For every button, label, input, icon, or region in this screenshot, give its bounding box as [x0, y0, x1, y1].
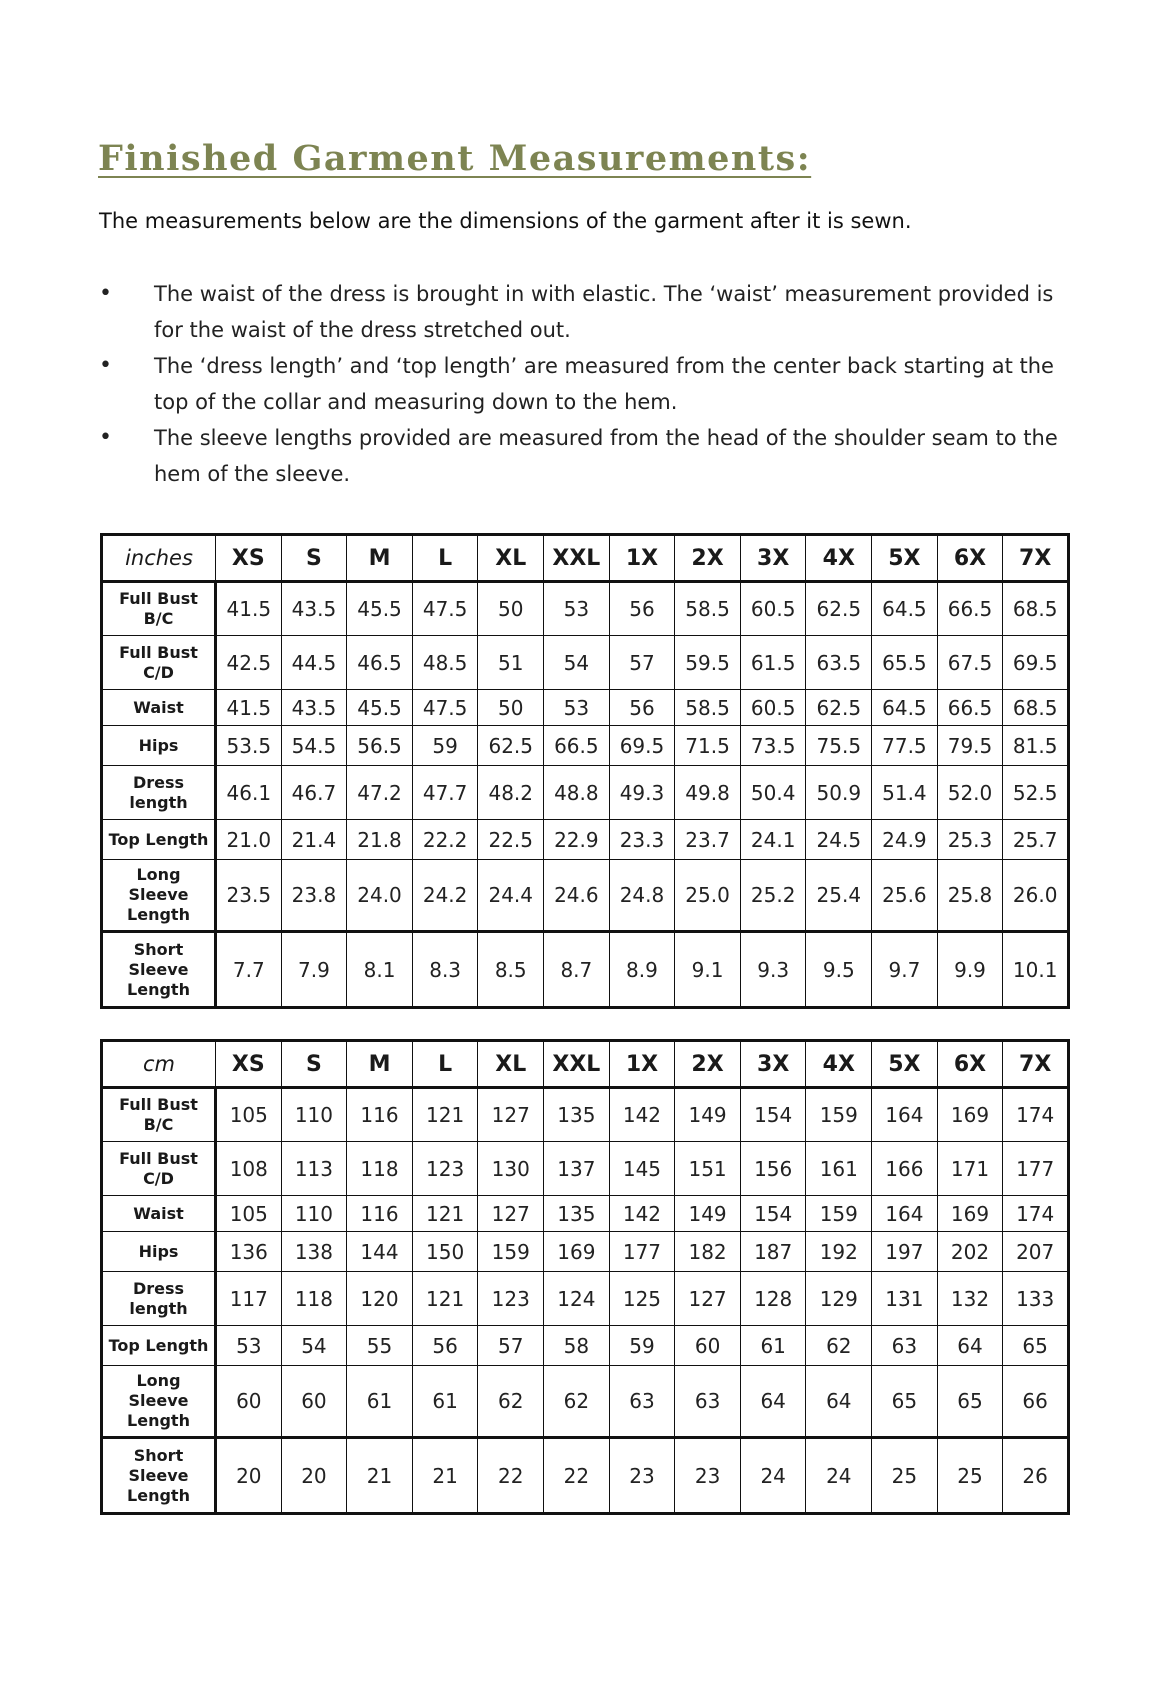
measurement-cell: 56	[609, 690, 675, 726]
measurement-cell: 47.7	[412, 766, 478, 820]
size-header: 5X	[872, 1041, 938, 1088]
measurement-cell: 64.5	[872, 582, 938, 636]
row-label: Short Sleeve Length	[102, 932, 216, 1008]
measurement-cell: 127	[478, 1196, 544, 1232]
measurement-cell: 75.5	[806, 726, 872, 766]
size-header: S	[281, 1041, 347, 1088]
measurement-cell: 24.4	[478, 860, 544, 932]
table-row	[102, 932, 1069, 1008]
measurement-cell: 62	[544, 1366, 610, 1438]
measurement-cell: 45.5	[347, 690, 413, 726]
measurement-cell: 9.5	[806, 932, 872, 1008]
measurement-cell: 64	[937, 1326, 1003, 1366]
measurement-cell: 24.8	[609, 860, 675, 932]
measurement-cell: 130	[478, 1142, 544, 1196]
note-text: The waist of the dress is brought in with elastic. The ‘waist’ measurement provided is for the waist of the dress stretched out.	[154, 282, 1054, 342]
size-header: 2X	[675, 1041, 741, 1088]
measurement-cell: 61	[347, 1366, 413, 1438]
measurement-cell: 56	[412, 1326, 478, 1366]
row-label: Full Bust C/D	[102, 636, 216, 690]
measurement-cell: 202	[937, 1232, 1003, 1272]
measurement-cell: 65.5	[872, 636, 938, 690]
measurement-cell: 22	[478, 1438, 544, 1514]
measurement-cell: 156	[740, 1142, 806, 1196]
list-item	[99, 420, 1079, 492]
measurement-cell: 48.5	[412, 636, 478, 690]
table-row	[102, 766, 1069, 820]
measurement-cell: 25.2	[740, 860, 806, 932]
measurement-cell: 24.0	[347, 860, 413, 932]
measurement-cell: 65	[937, 1366, 1003, 1438]
row-label: Long Sleeve Length	[102, 860, 216, 932]
measurement-cell: 10.1	[1003, 932, 1069, 1008]
size-header: L	[412, 1041, 478, 1088]
measurement-cell: 142	[609, 1196, 675, 1232]
table-row	[102, 820, 1069, 860]
measurement-cell: 73.5	[740, 726, 806, 766]
measurement-cell: 54	[544, 636, 610, 690]
measurement-cell: 169	[544, 1232, 610, 1272]
size-header: XS	[216, 1041, 282, 1088]
size-header: M	[347, 535, 413, 582]
measurement-cell: 21	[412, 1438, 478, 1514]
table-header-row	[102, 1041, 1069, 1088]
measurement-cell: 22	[544, 1438, 610, 1514]
measurement-cell: 123	[478, 1272, 544, 1326]
measurement-cell: 49.3	[609, 766, 675, 820]
size-header: 7X	[1003, 535, 1069, 582]
measurement-cell: 54.5	[281, 726, 347, 766]
measurement-cell: 64	[740, 1366, 806, 1438]
measurement-cell: 150	[412, 1232, 478, 1272]
size-header: 1X	[609, 1041, 675, 1088]
row-label: Top Length	[102, 1326, 216, 1366]
measurement-cell: 51.4	[872, 766, 938, 820]
measurement-cell: 46.5	[347, 636, 413, 690]
measurement-cell: 24.5	[806, 820, 872, 860]
measurement-cell: 20	[216, 1438, 282, 1514]
cm-size-table	[100, 1039, 1070, 1515]
measurement-cell: 59	[412, 726, 478, 766]
measurement-cell: 81.5	[1003, 726, 1069, 766]
measurement-cell: 49.8	[675, 766, 741, 820]
measurement-cell: 197	[872, 1232, 938, 1272]
measurement-cell: 24.9	[872, 820, 938, 860]
measurement-cell: 79.5	[937, 726, 1003, 766]
measurement-cell: 47.5	[412, 582, 478, 636]
size-header: 4X	[806, 535, 872, 582]
size-header: XL	[478, 535, 544, 582]
measurement-cell: 69.5	[609, 726, 675, 766]
measurement-cell: 25.6	[872, 860, 938, 932]
measurement-cell: 25.3	[937, 820, 1003, 860]
measurement-cell: 62	[478, 1366, 544, 1438]
row-label: Hips	[102, 1232, 216, 1272]
measurement-cell: 24.6	[544, 860, 610, 932]
measurement-cell: 108	[216, 1142, 282, 1196]
table-header-row	[102, 535, 1069, 582]
measurement-cell: 62.5	[806, 582, 872, 636]
row-label: Full Bust B/C	[102, 1088, 216, 1142]
measurement-cell: 57	[478, 1326, 544, 1366]
row-label: Waist	[102, 1196, 216, 1232]
measurement-cell: 48.8	[544, 766, 610, 820]
measurement-cell: 41.5	[216, 690, 282, 726]
measurement-cell: 8.5	[478, 932, 544, 1008]
measurement-cell: 50.9	[806, 766, 872, 820]
measurement-cell: 69.5	[1003, 636, 1069, 690]
size-header: L	[412, 535, 478, 582]
measurement-cell: 164	[872, 1088, 938, 1142]
measurement-cell: 66	[1003, 1366, 1069, 1438]
measurement-cell: 137	[544, 1142, 610, 1196]
size-header: XXL	[544, 535, 610, 582]
measurement-cell: 132	[937, 1272, 1003, 1326]
measurement-cell: 121	[412, 1196, 478, 1232]
measurement-cell: 62.5	[478, 726, 544, 766]
measurement-cell: 117	[216, 1272, 282, 1326]
bullet: •	[99, 353, 112, 378]
page-title: Finished Garment Measurements:	[98, 138, 812, 179]
measurement-cell: 149	[675, 1196, 741, 1232]
measurement-cell: 9.3	[740, 932, 806, 1008]
measurement-cell: 169	[937, 1088, 1003, 1142]
measurement-cell: 154	[740, 1196, 806, 1232]
measurement-cell: 8.1	[347, 932, 413, 1008]
measurement-cell: 166	[872, 1142, 938, 1196]
measurement-cell: 151	[675, 1142, 741, 1196]
row-label: Full Bust C/D	[102, 1142, 216, 1196]
measurement-cell: 145	[609, 1142, 675, 1196]
measurement-cell: 116	[347, 1196, 413, 1232]
table-row	[102, 636, 1069, 690]
measurement-cell: 127	[675, 1272, 741, 1326]
measurement-cell: 50	[478, 582, 544, 636]
measurement-cell: 51	[478, 636, 544, 690]
measurement-cell: 50	[478, 690, 544, 726]
measurement-cell: 171	[937, 1142, 1003, 1196]
measurement-cell: 25	[872, 1438, 938, 1514]
measurement-cell: 169	[937, 1196, 1003, 1232]
measurement-cell: 77.5	[872, 726, 938, 766]
measurement-cell: 25.8	[937, 860, 1003, 932]
table-row	[102, 1232, 1069, 1272]
measurement-cell: 57	[609, 636, 675, 690]
measurement-cell: 8.7	[544, 932, 610, 1008]
size-header: 6X	[937, 535, 1003, 582]
measurement-cell: 24	[806, 1438, 872, 1514]
size-header: 2X	[675, 535, 741, 582]
measurement-cell: 23	[609, 1438, 675, 1514]
measurement-cell: 58	[544, 1326, 610, 1366]
measurement-cell: 68.5	[1003, 690, 1069, 726]
measurement-cell: 174	[1003, 1196, 1069, 1232]
measurement-cell: 61	[740, 1326, 806, 1366]
measurement-cell: 47.5	[412, 690, 478, 726]
measurement-cell: 8.9	[609, 932, 675, 1008]
measurement-cell: 133	[1003, 1272, 1069, 1326]
size-header: XXL	[544, 1041, 610, 1088]
measurement-cell: 62	[806, 1326, 872, 1366]
measurement-cell: 64.5	[872, 690, 938, 726]
measurement-cell: 159	[806, 1196, 872, 1232]
measurement-cell: 58.5	[675, 582, 741, 636]
measurement-cell: 120	[347, 1272, 413, 1326]
measurement-cell: 24.2	[412, 860, 478, 932]
measurement-cell: 53	[544, 690, 610, 726]
row-label: Short Sleeve Length	[102, 1438, 216, 1514]
measurement-cell: 55	[347, 1326, 413, 1366]
list-item	[99, 348, 1079, 420]
measurement-cell: 116	[347, 1088, 413, 1142]
measurement-cell: 23.7	[675, 820, 741, 860]
measurement-cell: 121	[412, 1088, 478, 1142]
table-row	[102, 1366, 1069, 1438]
size-header: 7X	[1003, 1041, 1069, 1088]
measurement-cell: 25.4	[806, 860, 872, 932]
measurement-cell: 159	[806, 1088, 872, 1142]
row-label: Top Length	[102, 820, 216, 860]
size-header: S	[281, 535, 347, 582]
measurement-cell: 63	[609, 1366, 675, 1438]
measurement-cell: 154	[740, 1088, 806, 1142]
table-row	[102, 1196, 1069, 1232]
measurement-cell: 177	[1003, 1142, 1069, 1196]
measurement-cell: 144	[347, 1232, 413, 1272]
measurement-cell: 123	[412, 1142, 478, 1196]
measurement-cell: 26.0	[1003, 860, 1069, 932]
table-row	[102, 726, 1069, 766]
measurement-cell: 113	[281, 1142, 347, 1196]
measurement-cell: 121	[412, 1272, 478, 1326]
measurement-cell: 53.5	[216, 726, 282, 766]
measurement-cell: 60.5	[740, 690, 806, 726]
measurement-cell: 177	[609, 1232, 675, 1272]
measurement-cell: 135	[544, 1088, 610, 1142]
measurement-cell: 135	[544, 1196, 610, 1232]
measurement-cell: 8.3	[412, 932, 478, 1008]
bullet: •	[99, 281, 112, 306]
measurement-cell: 61.5	[740, 636, 806, 690]
measurement-cell: 125	[609, 1272, 675, 1326]
measurement-cell: 192	[806, 1232, 872, 1272]
size-header: 1X	[609, 535, 675, 582]
measurement-cell: 65	[872, 1366, 938, 1438]
measurement-cell: 164	[872, 1196, 938, 1232]
measurement-cell: 136	[216, 1232, 282, 1272]
measurement-cell: 25.0	[675, 860, 741, 932]
measurement-cell: 7.7	[216, 932, 282, 1008]
inches-size-table	[100, 533, 1070, 1009]
row-label: Dress length	[102, 1272, 216, 1326]
measurement-cell: 161	[806, 1142, 872, 1196]
size-header: M	[347, 1041, 413, 1088]
measurement-cell: 56.5	[347, 726, 413, 766]
measurement-cell: 9.7	[872, 932, 938, 1008]
measurement-cell: 63	[675, 1366, 741, 1438]
row-label: Waist	[102, 690, 216, 726]
measurement-cell: 182	[675, 1232, 741, 1272]
measurement-cell: 9.1	[675, 932, 741, 1008]
measurement-cell: 25.7	[1003, 820, 1069, 860]
row-label: Hips	[102, 726, 216, 766]
measurement-cell: 59.5	[675, 636, 741, 690]
intro-text: The measurements below are the dimensions of the garment after it is sewn.	[99, 209, 912, 233]
measurement-cell: 64	[806, 1366, 872, 1438]
measurement-cell: 66.5	[937, 690, 1003, 726]
measurement-cell: 66.5	[544, 726, 610, 766]
measurement-cell: 21.4	[281, 820, 347, 860]
table-row	[102, 860, 1069, 932]
measurement-cell: 23.5	[216, 860, 282, 932]
size-header: 6X	[937, 1041, 1003, 1088]
measurement-cell: 105	[216, 1196, 282, 1232]
measurement-cell: 138	[281, 1232, 347, 1272]
size-header: 5X	[872, 535, 938, 582]
measurement-cell: 23.8	[281, 860, 347, 932]
measurement-cell: 52.5	[1003, 766, 1069, 820]
size-header: XL	[478, 1041, 544, 1088]
measurement-cell: 45.5	[347, 582, 413, 636]
measurement-cell: 66.5	[937, 582, 1003, 636]
row-label: Long Sleeve Length	[102, 1366, 216, 1438]
measurement-cell: 128	[740, 1272, 806, 1326]
note-text: The ‘dress length’ and ‘top length’ are measured from the center back starting at the top of the collar and measuring down to the hem.	[154, 354, 1054, 414]
table-row	[102, 1438, 1069, 1514]
measurement-cell: 105	[216, 1088, 282, 1142]
measurement-cell: 23.3	[609, 820, 675, 860]
measurement-cell: 118	[281, 1272, 347, 1326]
measurement-cell: 63	[872, 1326, 938, 1366]
measurement-cell: 159	[478, 1232, 544, 1272]
measurement-cell: 54	[281, 1326, 347, 1366]
bullet: •	[99, 425, 112, 450]
measurement-cell: 124	[544, 1272, 610, 1326]
measurement-cell: 21.8	[347, 820, 413, 860]
measurement-cell: 26	[1003, 1438, 1069, 1514]
measurement-cell: 129	[806, 1272, 872, 1326]
measurement-cell: 47.2	[347, 766, 413, 820]
measurement-cell: 25	[937, 1438, 1003, 1514]
measurement-cell: 46.1	[216, 766, 282, 820]
measurement-cell: 65	[1003, 1326, 1069, 1366]
unit-header: inches	[102, 535, 216, 582]
measurement-cell: 43.5	[281, 582, 347, 636]
measurement-cell: 22.5	[478, 820, 544, 860]
measurement-cell: 71.5	[675, 726, 741, 766]
row-label: Dress length	[102, 766, 216, 820]
table-row	[102, 1088, 1069, 1142]
size-header: 4X	[806, 1041, 872, 1088]
measurement-cell: 68.5	[1003, 582, 1069, 636]
measurement-cell: 52.0	[937, 766, 1003, 820]
size-header: 3X	[740, 535, 806, 582]
measurement-cell: 142	[609, 1088, 675, 1142]
measurement-cell: 24	[740, 1438, 806, 1514]
measurement-cell: 58.5	[675, 690, 741, 726]
table-row	[102, 582, 1069, 636]
measurement-cell: 7.9	[281, 932, 347, 1008]
row-label: Full Bust B/C	[102, 582, 216, 636]
size-header: XS	[216, 535, 282, 582]
measurement-cell: 174	[1003, 1088, 1069, 1142]
note-text: The sleeve lengths provided are measured from the head of the shoulder seam to the hem of the sleeve.	[154, 426, 1058, 486]
measurement-cell: 48.2	[478, 766, 544, 820]
measurement-cell: 21.0	[216, 820, 282, 860]
measurement-cell: 60	[675, 1326, 741, 1366]
measurement-cell: 61	[412, 1366, 478, 1438]
measurement-cell: 60	[281, 1366, 347, 1438]
measurement-cell: 44.5	[281, 636, 347, 690]
measurement-cell: 59	[609, 1326, 675, 1366]
measurement-cell: 42.5	[216, 636, 282, 690]
measurement-cell: 22.2	[412, 820, 478, 860]
measurement-cell: 187	[740, 1232, 806, 1272]
table-row	[102, 1272, 1069, 1326]
measurement-cell: 110	[281, 1088, 347, 1142]
measurement-cell: 41.5	[216, 582, 282, 636]
measurement-cell: 22.9	[544, 820, 610, 860]
table-row	[102, 690, 1069, 726]
measurement-cell: 67.5	[937, 636, 1003, 690]
table-row	[102, 1326, 1069, 1366]
measurement-cell: 207	[1003, 1232, 1069, 1272]
measurement-cell: 9.9	[937, 932, 1003, 1008]
table-row	[102, 1142, 1069, 1196]
measurement-cell: 118	[347, 1142, 413, 1196]
measurement-cell: 63.5	[806, 636, 872, 690]
measurement-cell: 56	[609, 582, 675, 636]
list-item	[99, 276, 1079, 348]
measurement-cell: 43.5	[281, 690, 347, 726]
measurement-cell: 20	[281, 1438, 347, 1514]
measurement-cell: 23	[675, 1438, 741, 1514]
measurement-cell: 110	[281, 1196, 347, 1232]
measurement-cell: 50.4	[740, 766, 806, 820]
measurement-cell: 131	[872, 1272, 938, 1326]
measurement-cell: 21	[347, 1438, 413, 1514]
notes-list	[99, 276, 1079, 492]
size-header: 3X	[740, 1041, 806, 1088]
measurement-cell: 127	[478, 1088, 544, 1142]
measurement-cell: 24.1	[740, 820, 806, 860]
measurement-cell: 149	[675, 1088, 741, 1142]
measurement-cell: 53	[216, 1326, 282, 1366]
unit-header: cm	[102, 1041, 216, 1088]
measurement-cell: 60	[216, 1366, 282, 1438]
measurement-cell: 60.5	[740, 582, 806, 636]
measurement-cell: 53	[544, 582, 610, 636]
measurement-cell: 62.5	[806, 690, 872, 726]
measurement-cell: 46.7	[281, 766, 347, 820]
